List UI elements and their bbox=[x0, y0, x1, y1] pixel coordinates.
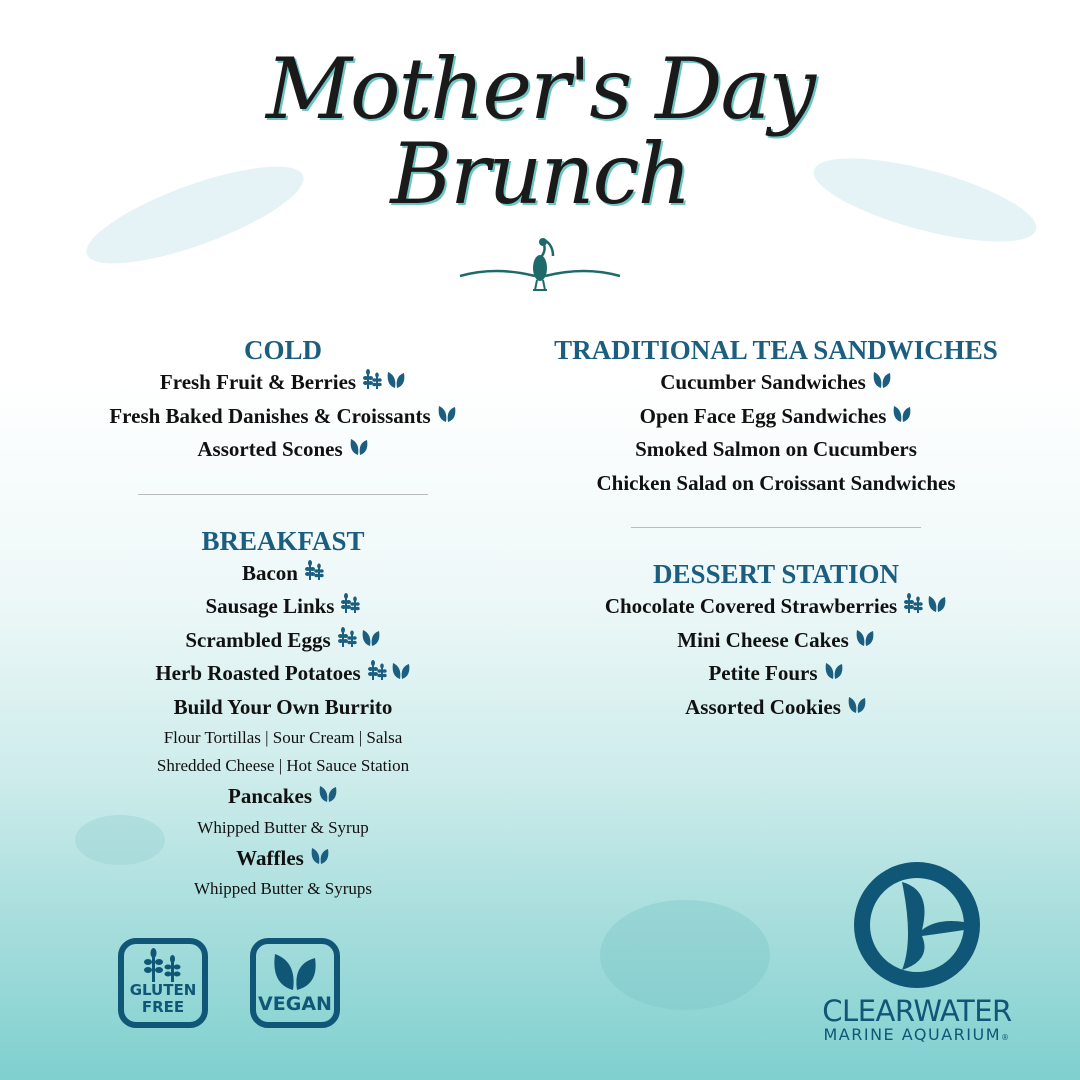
title-line1: Mother's Day bbox=[265, 40, 815, 138]
menu-item-detail: Flour Tortillas | Sour Cream | Salsa bbox=[163, 728, 403, 747]
section-heading: TRADITIONAL TEA SANDWICHES bbox=[554, 335, 998, 365]
menu-item bbox=[197, 433, 368, 467]
menu-item-name: Cucumber Sandwiches bbox=[660, 370, 866, 394]
vegan-legend bbox=[250, 938, 340, 1028]
menu-item bbox=[242, 557, 324, 591]
vegan-icon bbox=[437, 400, 457, 434]
vegan-icon bbox=[310, 842, 330, 876]
whale-tail-logo-icon bbox=[852, 860, 982, 990]
menu-item bbox=[708, 657, 843, 691]
title-line2: Brunch bbox=[390, 125, 690, 223]
menu-item-detail: Whipped Butter & Syrup bbox=[197, 817, 369, 837]
vegan-icon bbox=[892, 400, 912, 434]
menu-item-name: Pancakes bbox=[228, 784, 312, 808]
menu-item-name: Fresh Fruit & Berries bbox=[159, 370, 357, 394]
vegan-icon bbox=[391, 657, 411, 691]
menu-item-name: Bacon bbox=[241, 560, 298, 585]
logo-line1: CLEARWATER bbox=[822, 994, 1012, 1028]
leaf-icon bbox=[269, 950, 321, 992]
menu-item bbox=[155, 657, 410, 691]
logo-line2: MARINE AQUARIUM bbox=[823, 1025, 1001, 1044]
vegan-icon bbox=[872, 366, 892, 400]
menu-item-name: Waffles bbox=[236, 845, 304, 870]
menu-item-name: Chocolate Covered Strawberries bbox=[604, 594, 898, 618]
menu-item-name: Smoked Salmon on Cucumbers bbox=[635, 437, 917, 461]
registered-mark: ® bbox=[1001, 1033, 1011, 1042]
section-divider bbox=[138, 494, 428, 495]
menu-item bbox=[677, 624, 875, 658]
manatee-decoration bbox=[600, 900, 770, 1010]
menu-item-name: Petite Fours bbox=[708, 661, 818, 685]
menu-item-detail: Whipped Butter & Syrups bbox=[193, 879, 372, 898]
menu-item bbox=[640, 400, 913, 434]
menu-item-name: Fresh Baked Danishes & Croissants bbox=[109, 403, 431, 428]
menu-item-name: Assorted Scones bbox=[197, 437, 343, 461]
menu-item-detail: Shredded Cheese | Hot Sauce Station bbox=[156, 756, 410, 775]
menu-item bbox=[605, 590, 947, 624]
left-menu-column bbox=[83, 334, 483, 903]
menu-item-name: Scrambled Eggs bbox=[185, 627, 331, 652]
menu-item bbox=[174, 691, 393, 725]
menu-item-name: Chicken Salad on Croissant Sandwiches bbox=[596, 470, 956, 495]
section-divider bbox=[631, 527, 921, 528]
gluten-free-icon bbox=[304, 557, 324, 591]
vegan-label: VEGAN bbox=[258, 993, 332, 1015]
menu-item-name: Herb Roasted Potatoes bbox=[155, 661, 361, 685]
gluten-free-icon bbox=[367, 657, 387, 691]
vegan-icon bbox=[824, 657, 844, 691]
vegan-icon bbox=[855, 624, 875, 658]
menu-item bbox=[228, 780, 338, 814]
menu-item bbox=[206, 590, 361, 624]
vegan-icon bbox=[349, 433, 369, 467]
menu-item bbox=[109, 400, 456, 434]
wheat-icon bbox=[139, 948, 187, 982]
menu-item-name: Sausage Links bbox=[205, 594, 335, 618]
right-menu-column bbox=[526, 334, 1026, 724]
gluten-free-label: GLUTEN FREE bbox=[129, 981, 197, 1016]
menu-item-name: Assorted Cookies bbox=[685, 694, 841, 719]
vegan-icon bbox=[927, 590, 947, 624]
gluten-free-icon bbox=[362, 366, 382, 400]
menu-item-name: Open Face Egg Sandwiches bbox=[639, 403, 887, 428]
vegan-icon bbox=[847, 691, 867, 725]
gluten-free-icon bbox=[337, 624, 357, 658]
menu-item bbox=[160, 366, 406, 400]
gluten-free-icon bbox=[903, 590, 923, 624]
section-heading: COLD bbox=[243, 335, 322, 365]
menu-item bbox=[236, 842, 330, 876]
menu-item-name: Mini Cheese Cakes bbox=[677, 627, 849, 652]
menu-item bbox=[685, 691, 867, 725]
section-heading: DESSERT STATION bbox=[653, 559, 899, 589]
section-heading: BREAKFAST bbox=[201, 525, 365, 556]
gluten-free-legend bbox=[118, 938, 208, 1028]
menu-item bbox=[660, 366, 892, 400]
menu-item bbox=[185, 624, 380, 658]
vegan-icon bbox=[318, 780, 338, 814]
menu-item bbox=[635, 433, 917, 467]
clearwater-logo bbox=[812, 860, 1022, 1047]
menu-item-name: Build Your Own Burrito bbox=[173, 694, 393, 719]
ibis-emblem-icon bbox=[455, 232, 625, 296]
vegan-icon bbox=[361, 624, 381, 658]
menu-item bbox=[596, 467, 955, 501]
gluten-free-icon bbox=[340, 590, 360, 624]
vegan-icon bbox=[386, 366, 406, 400]
